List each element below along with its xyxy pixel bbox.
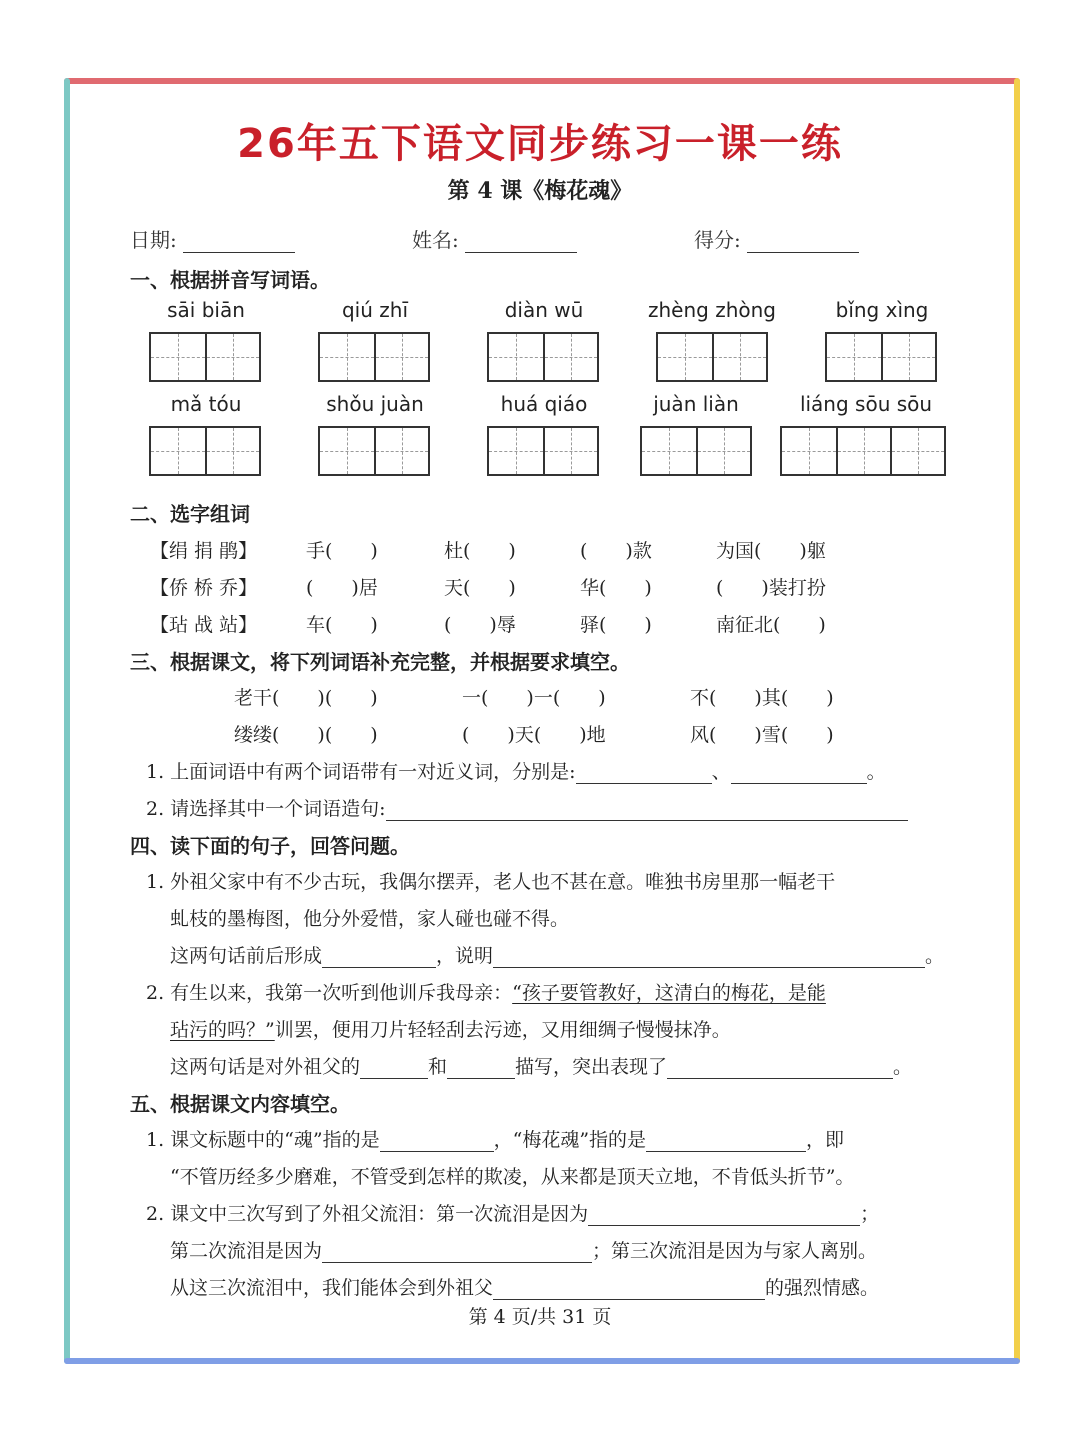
idiom-fill[interactable]: ( )天( )地 [462, 724, 606, 746]
writing-grid[interactable] [825, 332, 937, 382]
name-field [412, 224, 577, 253]
frame-left-border [64, 78, 70, 1364]
name-blank[interactable] [465, 232, 577, 253]
question-5-2-line3: 从这三次流泪中，我们能体会到外祖父 的强烈情感。 [170, 1277, 880, 1299]
question-5-1-line2: “不管历经多少磨难，不管受到怎样的欺凌，从来都是顶天立地，不肯低头折节”。 [170, 1166, 855, 1188]
writing-grid[interactable] [149, 332, 261, 382]
writing-grid[interactable] [780, 426, 946, 476]
pinyin-label: zhèng zhòng [648, 298, 776, 322]
pinyin-label: shǒu juàn [326, 392, 424, 416]
fill-word[interactable]: ( )居 [306, 577, 378, 599]
frame-right-border [1014, 78, 1020, 1364]
question-3-1: 1. 上面词语中有两个词语带有一对近义词，分别是: 、 。 [146, 761, 886, 783]
passage-line: 玷污的吗？”训罢，便用刀片轻轻刮去污迹，又用细绸子慢慢抹净。 [170, 1019, 731, 1041]
char-group: 【侨 桥 乔】 [150, 577, 258, 599]
fill-word[interactable]: 杜( ) [444, 540, 516, 562]
answer-blank[interactable] [360, 1058, 428, 1079]
answer-blank[interactable] [731, 763, 867, 784]
writing-grid[interactable] [149, 426, 261, 476]
frame-top-border [64, 78, 1020, 84]
answer-blank[interactable] [322, 1242, 592, 1263]
passage-line: 2. 有生以来，我第一次听到他训斥我母亲：“孩子要管教好，这清白的梅花，是能 [146, 982, 826, 1004]
pinyin-label: juàn liàn [653, 392, 739, 416]
idiom-fill[interactable]: 老干( )( ) [234, 687, 378, 709]
answer-blank[interactable] [493, 947, 925, 968]
answer-blank[interactable] [447, 1058, 515, 1079]
question-4-1: 这两句话前后形成 ，说明 。 [170, 945, 945, 967]
writing-grid[interactable] [487, 426, 599, 476]
char-group: 【绢 捐 鹃】 [150, 540, 258, 562]
section4-heading: 四、读下面的句子，回答问题。 [130, 834, 410, 858]
question-3-2: 2. 请选择其中一个词语造句: [146, 794, 908, 821]
section1-heading: 一、根据拼音写词语。 [130, 268, 330, 292]
writing-grid[interactable] [640, 426, 752, 476]
lesson-subtitle: 第 4 课《梅花魂》 [447, 178, 633, 204]
pinyin-label: huá qiáo [500, 392, 588, 416]
question-5-2-line2: 第二次流泪是因为 ；第三次流泪是因为与家人离别。 [170, 1240, 878, 1262]
writing-grid[interactable] [656, 332, 768, 382]
passage-line: 1. 外祖父家中有不少古玩，我偶尔摆弄，老人也不甚在意。唯独书房里那一幅老干 [146, 871, 836, 893]
section2-heading: 二、选字组词 [130, 502, 250, 526]
page-number: 第 4 页/共 31 页 [468, 1306, 612, 1328]
idiom-fill[interactable]: 缕缕( )( ) [234, 724, 378, 746]
date-blank[interactable] [183, 232, 295, 253]
writing-grid[interactable] [318, 332, 430, 382]
question-5-1: 1. 课文标题中的“魂”指的是 ，“梅花魂”指的是 ，即 [146, 1129, 845, 1151]
pinyin-label: qiú zhī [341, 298, 408, 322]
answer-blank[interactable] [493, 1279, 765, 1300]
fill-word[interactable]: 为国( )躯 [716, 540, 826, 562]
fill-word[interactable]: ( )款 [580, 540, 652, 562]
pinyin-label: bǐng xìng [835, 298, 929, 322]
idiom-fill[interactable]: 不( )其( ) [690, 687, 834, 709]
fill-word[interactable]: 南征北( ) [716, 614, 826, 636]
pinyin-label: sāi biān [167, 298, 245, 322]
date-field [130, 224, 295, 253]
passage-line: 虬枝的墨梅图，他分外爱惜，家人碰也碰不得。 [170, 908, 570, 930]
pinyin-label: liáng sōu sōu [799, 392, 933, 416]
section3-heading: 三、根据课文，将下列词语补充完整，并根据要求填空。 [130, 650, 630, 674]
writing-grid[interactable] [487, 332, 599, 382]
fill-word[interactable]: ( )辱 [444, 614, 516, 636]
question-4-2: 这两句话是对外祖父的 和 描写，突出表现了 。 [170, 1056, 913, 1078]
answer-blank[interactable] [386, 800, 908, 821]
fill-word[interactable]: 车( ) [306, 614, 378, 636]
score-label: 得分: [694, 228, 741, 252]
fill-word[interactable]: ( )装打扮 [716, 577, 826, 599]
answer-blank[interactable] [646, 1131, 806, 1152]
idiom-fill[interactable]: 风( )雪( ) [690, 724, 834, 746]
answer-blank[interactable] [576, 763, 712, 784]
pinyin-label: mǎ tóu [170, 392, 242, 416]
writing-grid[interactable] [318, 426, 430, 476]
pinyin-label: diàn wū [504, 298, 584, 322]
question-5-2: 2. 课文中三次写到了外祖父流泪：第一次流泪是因为 ； [146, 1203, 880, 1225]
date-label: 日期: [130, 228, 177, 252]
answer-blank[interactable] [667, 1058, 893, 1079]
fill-word[interactable]: 驿( ) [580, 614, 652, 636]
frame-bottom-border [64, 1358, 1020, 1364]
answer-blank[interactable] [380, 1131, 494, 1152]
idiom-fill[interactable]: 一( )一( ) [462, 687, 606, 709]
answer-blank[interactable] [588, 1205, 860, 1226]
score-field [694, 224, 859, 253]
fill-word[interactable]: 手( ) [306, 540, 378, 562]
fill-word[interactable]: 天( ) [444, 577, 516, 599]
section5-heading: 五、根据课文内容填空。 [130, 1092, 350, 1116]
name-label: 姓名: [412, 228, 459, 252]
page-title: 26年五下语文同步练习一课一练 [237, 121, 843, 167]
fill-word[interactable]: 华( ) [580, 577, 652, 599]
answer-blank[interactable] [322, 947, 436, 968]
score-blank[interactable] [747, 232, 859, 253]
char-group: 【玷 战 站】 [150, 614, 258, 636]
